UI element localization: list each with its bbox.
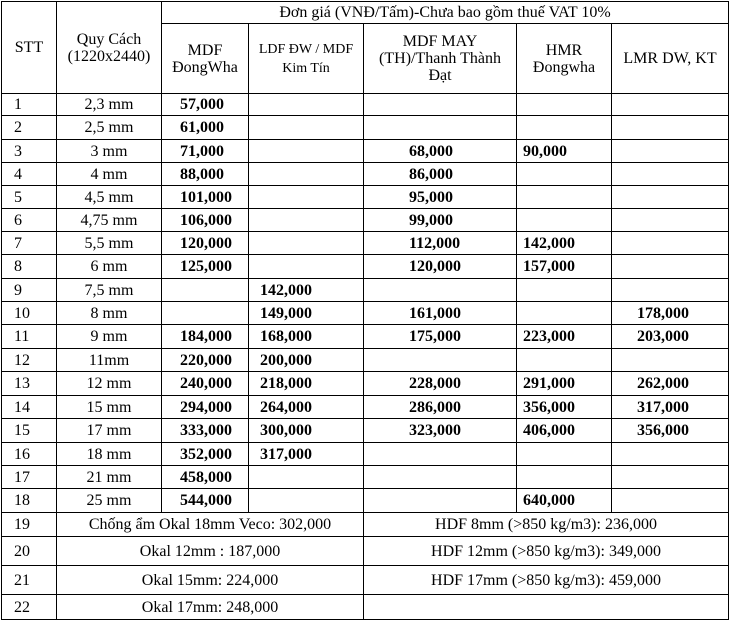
row-stt: 13 (2, 372, 57, 396)
row-stt: 4 (2, 163, 57, 186)
price-mdf-may (364, 349, 517, 372)
price-ldf-kimtin (249, 94, 364, 116)
price-ldf-kimtin (249, 489, 364, 513)
table-row (2, 232, 729, 255)
row-stt: 10 (2, 302, 57, 325)
row-stt: 16 (2, 443, 57, 466)
table-row (2, 595, 729, 620)
price-lmr-dw-kt (612, 349, 729, 372)
table-row (2, 419, 729, 443)
price-hmr-dongwha: 157,000 (517, 255, 612, 279)
price-lmr-dw-kt (612, 94, 729, 116)
price-hmr-dongwha (517, 163, 612, 186)
price-mdf-dongwha: 184,000 (162, 325, 249, 349)
row-stt: 8 (2, 255, 57, 279)
header-lmr-dw-kt: LMR DW, KT (612, 24, 729, 94)
price-ldf-kimtin: 218,000 (249, 372, 364, 396)
table-row (2, 513, 729, 537)
table-row (2, 372, 729, 396)
row-stt: 21 (2, 566, 57, 595)
price-hmr-dongwha: 90,000 (517, 140, 612, 163)
row-stt: 12 (2, 349, 57, 372)
price-lmr-dw-kt (612, 466, 729, 489)
price-mdf-may: 228,000 (364, 372, 517, 396)
price-hmr-dongwha (517, 349, 612, 372)
row-spec: 17 mm (57, 419, 162, 443)
row-spec: 15 mm (57, 396, 162, 419)
price-hmr-dongwha: 640,000 (517, 489, 612, 513)
price-mdf-may: 323,000 (364, 419, 517, 443)
row-stt: 14 (2, 396, 57, 419)
price-lmr-dw-kt (612, 443, 729, 466)
row-spec: 12 mm (57, 372, 162, 396)
price-hmr-dongwha (517, 186, 612, 209)
price-lmr-dw-kt (612, 163, 729, 186)
price-mdf-dongwha: 458,000 (162, 466, 249, 489)
row-spec: 8 mm (57, 302, 162, 325)
extra-item-right: HDF 17mm (>850 kg/m3): 459,000 (364, 566, 729, 595)
extra-item-left: Okal 17mm: 248,000 (57, 595, 364, 620)
row-stt: 22 (2, 595, 57, 620)
price-mdf-dongwha: 106,000 (162, 209, 249, 232)
table-row (2, 279, 729, 302)
price-mdf-dongwha: 333,000 (162, 419, 249, 443)
row-spec: 11mm (57, 349, 162, 372)
price-lmr-dw-kt: 317,000 (612, 396, 729, 419)
price-ldf-kimtin (249, 140, 364, 163)
extra-item-left: Okal 15mm: 224,000 (57, 566, 364, 595)
price-mdf-may (364, 466, 517, 489)
price-lmr-dw-kt (612, 140, 729, 163)
row-spec: 18 mm (57, 443, 162, 466)
table-row (2, 349, 729, 372)
price-mdf-may (364, 279, 517, 302)
price-ldf-kimtin (249, 466, 364, 489)
table-body (2, 94, 729, 620)
row-stt: 9 (2, 279, 57, 302)
price-mdf-may (364, 489, 517, 513)
price-hmr-dongwha (517, 302, 612, 325)
price-ldf-kimtin: 317,000 (249, 443, 364, 466)
row-stt: 1 (2, 94, 57, 116)
row-stt: 7 (2, 232, 57, 255)
price-mdf-may: 175,000 (364, 325, 517, 349)
price-hmr-dongwha (517, 94, 612, 116)
price-mdf-dongwha: 71,000 (162, 140, 249, 163)
price-mdf-may: 120,000 (364, 255, 517, 279)
price-mdf-may: 112,000 (364, 232, 517, 255)
extra-item-left: Chống ẩm Okal 18mm Veco: 302,000 (57, 513, 364, 537)
price-ldf-kimtin: 142,000 (249, 279, 364, 302)
price-hmr-dongwha (517, 209, 612, 232)
price-mdf-may (364, 116, 517, 140)
price-mdf-may: 286,000 (364, 396, 517, 419)
row-stt: 2 (2, 116, 57, 140)
extra-item-right: HDF 8mm (>850 kg/m3): 236,000 (364, 513, 729, 537)
price-ldf-kimtin (249, 209, 364, 232)
price-ldf-kimtin (249, 186, 364, 209)
row-spec: 4 mm (57, 163, 162, 186)
table-row (2, 466, 729, 489)
price-ldf-kimtin (249, 163, 364, 186)
row-spec: 3 mm (57, 140, 162, 163)
price-ldf-kimtin: 300,000 (249, 419, 364, 443)
row-spec: 9 mm (57, 325, 162, 349)
price-lmr-dw-kt (612, 489, 729, 513)
table-row (2, 255, 729, 279)
price-mdf-may (364, 94, 517, 116)
row-spec: 2,3 mm (57, 94, 162, 116)
row-spec: 4,5 mm (57, 186, 162, 209)
row-stt: 5 (2, 186, 57, 209)
price-lmr-dw-kt: 203,000 (612, 325, 729, 349)
price-mdf-may (364, 443, 517, 466)
price-mdf-dongwha: 240,000 (162, 372, 249, 396)
price-hmr-dongwha (517, 279, 612, 302)
price-lmr-dw-kt (612, 255, 729, 279)
price-lmr-dw-kt (612, 279, 729, 302)
price-mdf-dongwha: 61,000 (162, 116, 249, 140)
price-ldf-kimtin (249, 255, 364, 279)
price-lmr-dw-kt: 262,000 (612, 372, 729, 396)
table-row (2, 94, 729, 116)
price-hmr-dongwha: 356,000 (517, 396, 612, 419)
row-stt: 20 (2, 537, 57, 566)
row-stt: 17 (2, 466, 57, 489)
price-mdf-may: 161,000 (364, 302, 517, 325)
price-hmr-dongwha: 406,000 (517, 419, 612, 443)
price-lmr-dw-kt (612, 232, 729, 255)
row-spec: 21 mm (57, 466, 162, 489)
header-stt: STT (2, 2, 57, 94)
price-mdf-dongwha: 101,000 (162, 186, 249, 209)
table-row (2, 163, 729, 186)
price-mdf-dongwha: 220,000 (162, 349, 249, 372)
price-mdf-may: 99,000 (364, 209, 517, 232)
extra-item-right (364, 595, 729, 620)
table-row (2, 302, 729, 325)
header-ldf-kimtin: LDF ĐW / MDF Kim Tín (249, 24, 364, 94)
table-row (2, 396, 729, 419)
price-hmr-dongwha (517, 466, 612, 489)
table-row (2, 489, 729, 513)
row-spec: 7,5 mm (57, 279, 162, 302)
price-mdf-may: 95,000 (364, 186, 517, 209)
header-mdf-dongwha: MDF ĐongWha (162, 24, 249, 94)
price-lmr-dw-kt: 178,000 (612, 302, 729, 325)
table-row (2, 537, 729, 566)
price-mdf-dongwha: 125,000 (162, 255, 249, 279)
table-row (2, 325, 729, 349)
header-mdf-may: MDF MAY (TH)/Thanh Thành Đạt (364, 24, 517, 94)
price-hmr-dongwha (517, 116, 612, 140)
price-hmr-dongwha: 142,000 (517, 232, 612, 255)
extra-item-right: HDF 12mm (>850 kg/m3): 349,000 (364, 537, 729, 566)
extra-item-left: Okal 12mm : 187,000 (57, 537, 364, 566)
price-mdf-dongwha: 88,000 (162, 163, 249, 186)
price-mdf-dongwha: 352,000 (162, 443, 249, 466)
row-stt: 11 (2, 325, 57, 349)
row-spec: 4,75 mm (57, 209, 162, 232)
table-row (2, 443, 729, 466)
row-spec: 25 mm (57, 489, 162, 513)
price-hmr-dongwha: 291,000 (517, 372, 612, 396)
price-lmr-dw-kt (612, 116, 729, 140)
price-mdf-dongwha: 544,000 (162, 489, 249, 513)
row-spec: 6 mm (57, 255, 162, 279)
price-ldf-kimtin: 168,000 (249, 325, 364, 349)
row-stt: 3 (2, 140, 57, 163)
table-row (2, 116, 729, 140)
row-spec: 2,5 mm (57, 116, 162, 140)
price-mdf-may: 86,000 (364, 163, 517, 186)
row-stt: 6 (2, 209, 57, 232)
price-ldf-kimtin: 149,000 (249, 302, 364, 325)
header-hmr-dongwha: HMR Đongwha (517, 24, 612, 94)
price-lmr-dw-kt (612, 186, 729, 209)
table-row (2, 140, 729, 163)
table-row (2, 566, 729, 595)
price-hmr-dongwha: 223,000 (517, 325, 612, 349)
price-lmr-dw-kt (612, 209, 729, 232)
price-mdf-dongwha: 294,000 (162, 396, 249, 419)
price-lmr-dw-kt: 356,000 (612, 419, 729, 443)
price-mdf-may: 68,000 (364, 140, 517, 163)
price-hmr-dongwha (517, 443, 612, 466)
row-stt: 15 (2, 419, 57, 443)
price-ldf-kimtin (249, 232, 364, 255)
row-spec: 5,5 mm (57, 232, 162, 255)
price-ldf-kimtin (249, 116, 364, 140)
price-ldf-kimtin: 264,000 (249, 396, 364, 419)
row-stt: 19 (2, 513, 57, 537)
table-row (2, 186, 729, 209)
price-mdf-dongwha: 57,000 (162, 94, 249, 116)
header-price-group: Đơn giá (VNĐ/Tấm)-Chưa bao gồm thuế VAT 10% (162, 2, 729, 24)
price-ldf-kimtin: 200,000 (249, 349, 364, 372)
price-mdf-dongwha (162, 279, 249, 302)
price-mdf-dongwha (162, 302, 249, 325)
row-stt: 18 (2, 489, 57, 513)
price-mdf-dongwha: 120,000 (162, 232, 249, 255)
header-spec: Quy Cách (1220x2440) (57, 2, 162, 94)
price-table (1, 1, 729, 620)
table-row (2, 209, 729, 232)
